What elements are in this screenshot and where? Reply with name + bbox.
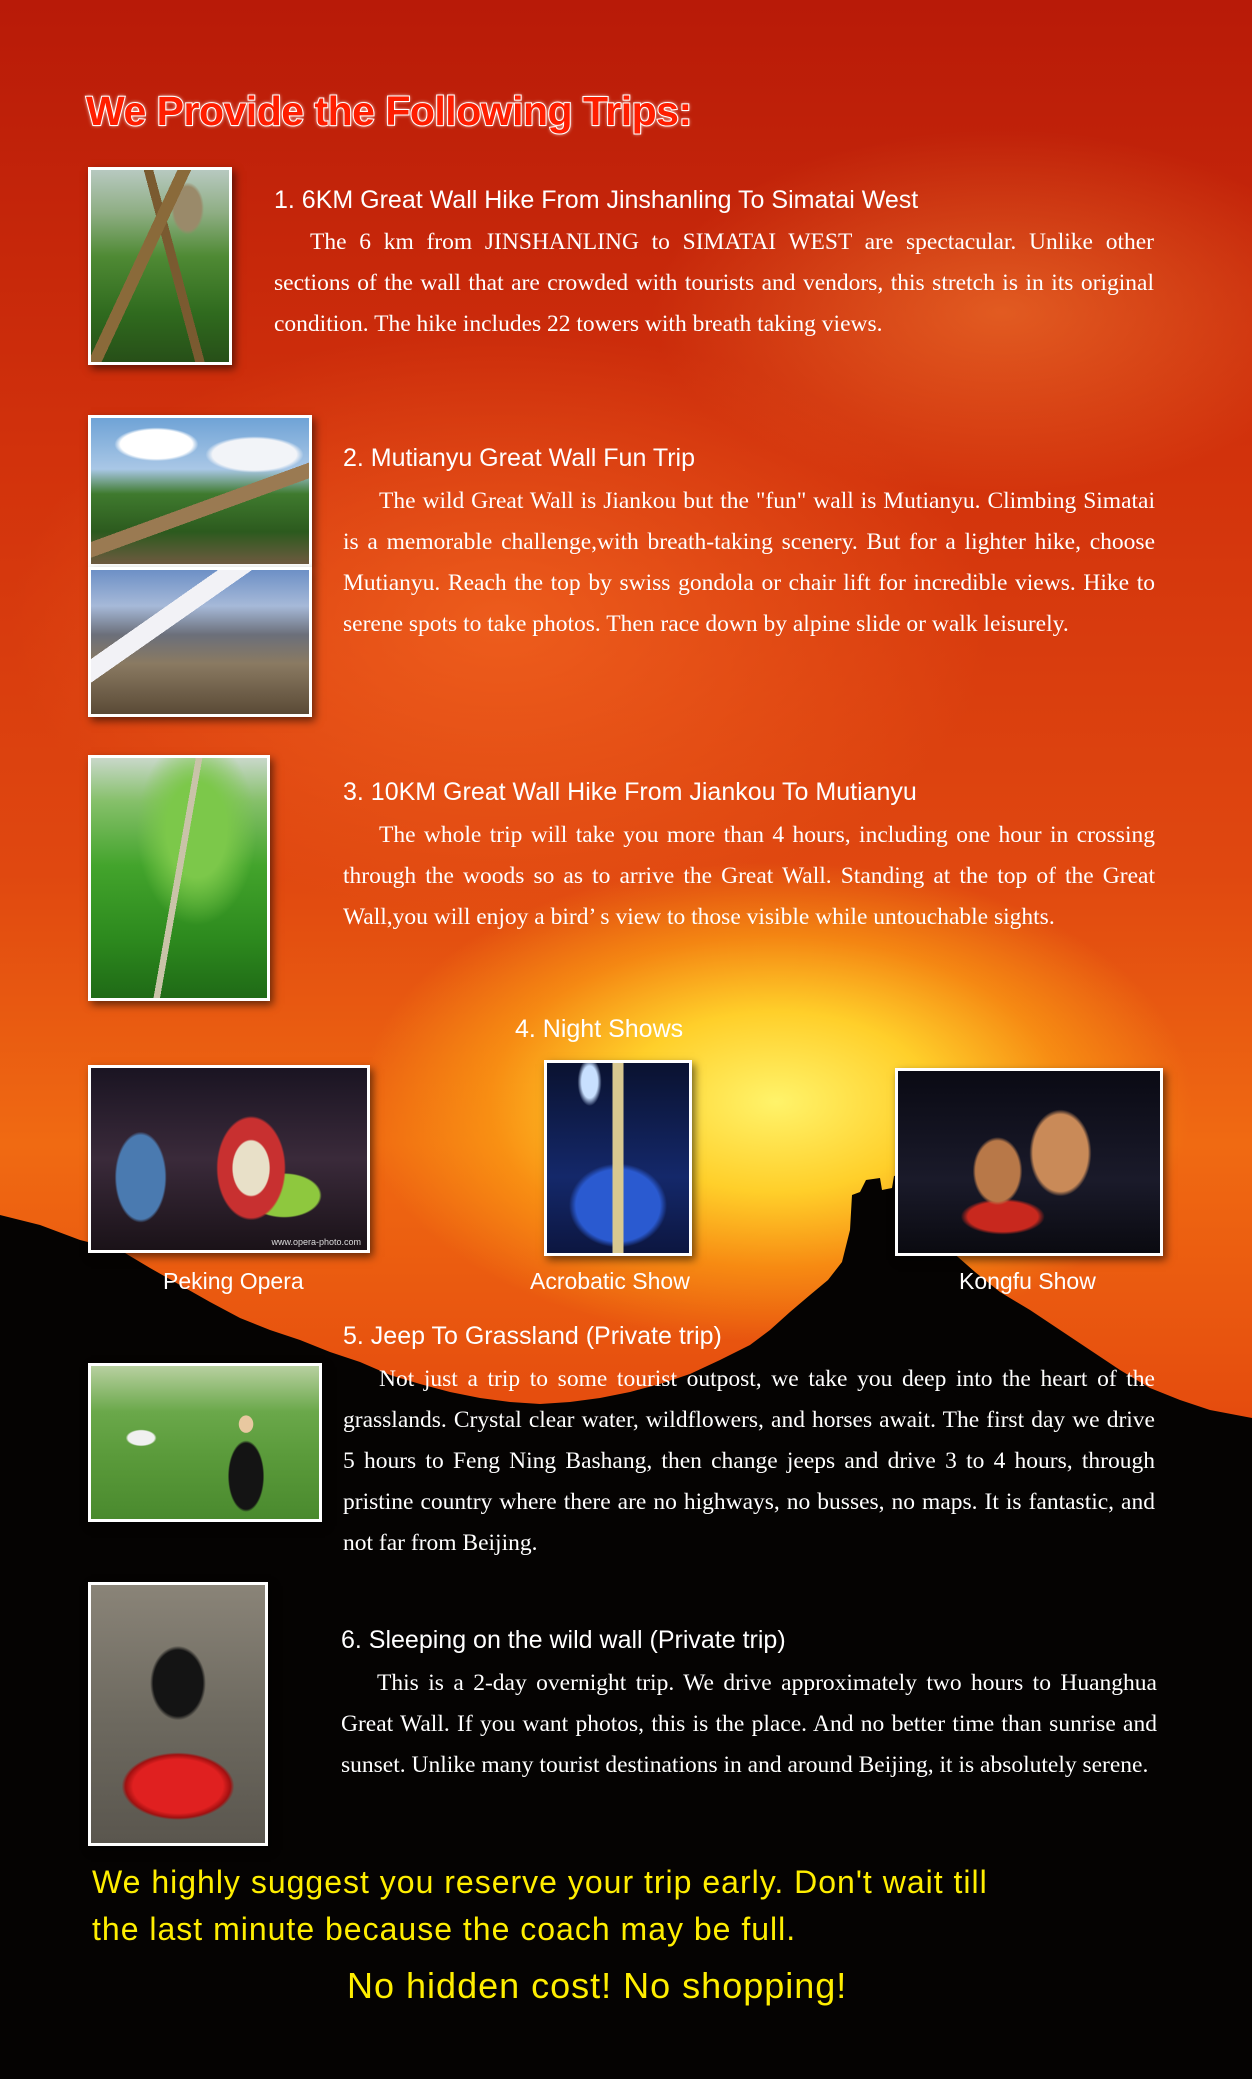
trip-5-heading: 5. Jeep To Grassland (Private trip) — [343, 1322, 722, 1350]
acrobatic-show-caption: Acrobatic Show — [530, 1268, 690, 1294]
trip-4-heading: 4. Night Shows — [515, 1015, 684, 1043]
peking-opera-photo — [88, 1065, 370, 1253]
trip-6-description: This is a 2-day overnight trip. We drive approximately two hours to Huanghua Great Wall. If you want photos, this is the place. And no better time than sunrise and sunset. Unlike many tourist destinations in and around Beijing, it is absolutely serene. — [341, 1670, 1157, 1778]
trip-6-heading: 6. Sleeping on the wild wall (Private trip) — [341, 1626, 786, 1654]
trip-5-description: Not just a trip to some tourist outpost, we take you deep into the heart of the grasslands. Crystal clear water, wildflowers, and horses await. The first day we drive 5 hours to Feng Ning Bashang, then change jeeps and drive 3 to 4 hours, through pristine country where there are no highways, no busses, no maps. It is fantastic, and not far from Beijing. — [343, 1366, 1155, 1556]
trip-2-heading: 2. Mutianyu Great Wall Fun Trip — [343, 444, 695, 472]
reserve-early-notice-line-2: the last minute because the coach may be full. — [92, 1911, 797, 1947]
mutianyu-photo-bottom — [88, 567, 312, 717]
jinshanling-photo — [88, 167, 232, 365]
wild-wall-tent-photo — [88, 1582, 268, 1846]
trip-3-description: The whole trip will take you more than 4 hours, including one hour in crossing through the woods so as to arrive the Great Wall. Standing at the top of the Great Wall,you will enjoy a bird’ s view to those visible while untouchable sights. — [343, 822, 1155, 930]
kongfu-show-photo — [895, 1068, 1163, 1256]
trip-2-description: The wild Great Wall is Jiankou but the "fun" wall is Mutianyu. Climbing Simatai is a memorable challenge,with breath-taking scenery. But for a lighter hike, choose Mutianyu. Reach the top by swiss gondola or chair lift for incredible views. Hike to serene spots to take photos. Then race down by alpine slide or walk leisurely. — [343, 488, 1155, 637]
trip-1-description: The 6 km from JINSHANLING to SIMATAI WEST are spectacular. Unlike other sections of the wall that are crowded with tourists and vendors, this stretch is in its original condition. The hike includes 22 towers with breath taking views. — [274, 229, 1154, 337]
no-hidden-cost-notice: No hidden cost! No shopping! — [347, 1965, 848, 2006]
opera-watermark: www.opera-photo.com — [271, 1237, 361, 1247]
trip-1-heading: 1. 6KM Great Wall Hike From Jinshanling To Simatai West — [274, 186, 919, 214]
kongfu-show-caption: Kongfu Show — [959, 1268, 1096, 1294]
mutianyu-photo-top — [88, 415, 312, 567]
trip-3-heading: 3. 10KM Great Wall Hike From Jiankou To Mutianyu — [343, 778, 917, 806]
jiankou-photo — [88, 755, 270, 1001]
grassland-jeep-photo — [88, 1363, 322, 1522]
peking-opera-caption: Peking Opera — [163, 1268, 304, 1294]
acrobatic-show-photo — [544, 1060, 692, 1256]
reserve-early-notice-line-1: We highly suggest you reserve your trip early. Don't wait till — [92, 1864, 988, 1900]
page-title: We Provide the Following Trips: — [86, 88, 692, 134]
